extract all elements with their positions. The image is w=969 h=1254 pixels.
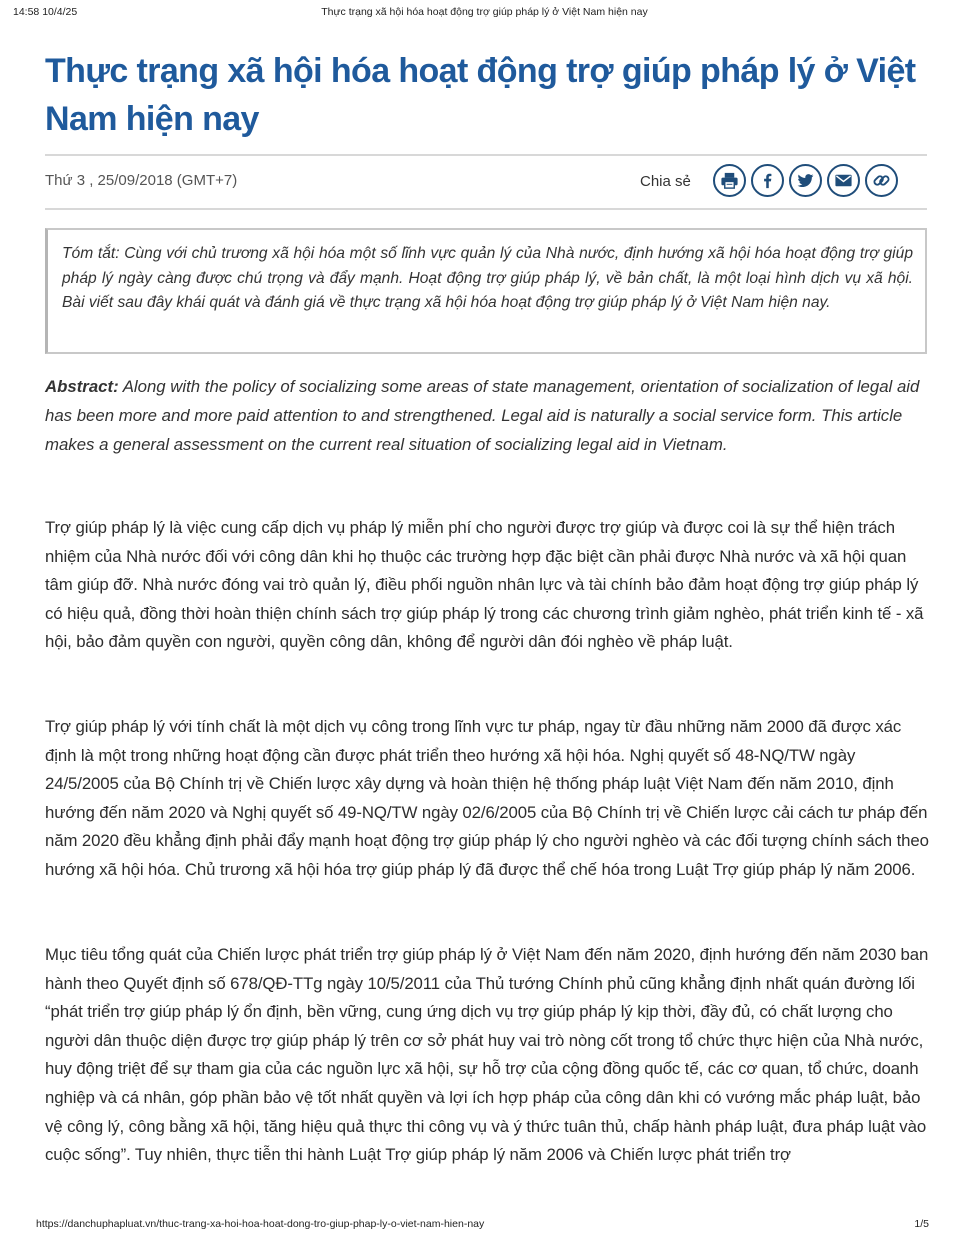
article-abstract (45, 372, 929, 459)
share-label: Chia sẻ (640, 173, 691, 190)
email-icon[interactable] (827, 164, 860, 197)
print-datetime: 14:58 10/4/25 (13, 6, 78, 18)
divider-top (45, 154, 927, 156)
print-page-title: Thực trạng xã hội hóa hoạt động trợ giúp pháp lý ở Việt Nam hiện nay (321, 6, 648, 18)
abstract-label: Abstract: (45, 377, 119, 396)
twitter-icon[interactable] (789, 164, 822, 197)
page-url: https://danchuphapluat.vn/thuc-trang-xa-hoi-hoa-hoat-dong-tro-giup-phap-ly-o-viet-nam-hien-nay (36, 1218, 485, 1230)
body-paragraph-2: Trợ giúp pháp lý với tính chất là một dịch vụ công trong lĩnh vực tư pháp, ngay từ đầu những năm 2000 đã được xác định là một trong những hoạt động cần được phát triển theo hướng xã hội hóa. Nghị quyết số 48-NQ/TW ngày 24/5/2005 của Bộ Chính trị về Chiến lược xây dựng và hoàn thiện hệ thống pháp luật Việt Nam đến năm 2010, định hướng đến năm 2020 và Nghị quyết số 49-NQ/TW ngày 02/6/2005 của Bộ Chính trị về Chiến lược cải cách tư pháp đến năm 2020 đều khẳng định phải đẩy mạnh hoạt động trợ giúp pháp lý cho người nghèo và các đối tượng chính sách theo hướng xã hội hóa. Chủ trương xã hội hóa trợ giúp pháp lý đã được thể chế hóa trong Luật Trợ giúp pháp lý năm 2006. (45, 717, 929, 879)
link-icon[interactable] (865, 164, 898, 197)
divider-bottom (45, 208, 927, 210)
page-number: 1/5 (914, 1218, 929, 1230)
abstract-text: Along with the policy of socializing some areas of state management, orientation of socialization of legal aid has been more and more paid attention to and strengthened. Legal aid is naturally a social service form. This article makes a general assessment on the current real situation of socializing legal aid in Vietnam. (45, 377, 920, 454)
body-paragraph-1: Trợ giúp pháp lý là việc cung cấp dịch vụ pháp lý miễn phí cho người được trợ giúp và được coi là sự thể hiện trách nhiệm của Nhà nước đối với công dân khi họ thuộc các trường hợp đặc biệt cần phải được Nhà nước và xã hội quan tâm giúp đỡ. Nhà nước đóng vai trò quản lý, điều phối nguồn nhân lực và tài chính bảo đảm hoạt động trợ giúp pháp lý có hiệu quả, đồng thời hoàn thiện chính sách trợ giúp pháp lý trong các chương trình giảm nghèo, phát triển kinh tế - xã hội, bảo đảm quyền con người, quyền công dân, không để người dân đói nghèo về pháp luật. (45, 518, 924, 652)
facebook-icon[interactable] (751, 164, 784, 197)
print-footer (0, 1218, 969, 1238)
share-icons (713, 164, 898, 200)
publish-date: Thứ 3 , 25/09/2018 (GMT+7) (45, 172, 238, 189)
article-title: Thực trạng xã hội hóa hoạt động trợ giúp pháp lý ở Việt Nam hiện nay (45, 52, 916, 138)
print-icon[interactable] (713, 164, 746, 197)
print-header (0, 0, 969, 20)
body-paragraph-3: Mục tiêu tổng quát của Chiến lược phát triển trợ giúp pháp lý ở Việt Nam đến năm 2020, định hướng đến năm 2030 ban hành theo Quyết định số 678/QĐ-TTg ngày 10/5/2011 của Thủ tướng Chính phủ cũng khẳng định nhất quán đường lối “phát triển trợ giúp pháp lý ổn định, bền vững, cung ứng dịch vụ trợ giúp pháp lý kịp thời, đầy đủ, có chất lượng cho người dân thuộc diện được trợ giúp pháp lý trên cơ sở phát huy vai trò nòng cốt trong tổ chức thực hiện của Nhà nước, huy động triệt để sự tham gia của các nguồn lực xã hội, sự hỗ trợ của cộng đồng quốc tế, các cơ quan, tổ chức, doanh nghiệp và cá nhân, góp phần bảo vệ tốt nhất quyền và lợi ích hợp pháp của công dân khi có vướng mắc pháp luật, bảo vệ công lý, công bằng xã hội, tăng hiệu quả thực thi công vụ và ý thức tuân thủ, chấp hành pháp luật, đưa pháp luật vào cuộc sống”. Tuy nhiên, thực tiễn thi hành Luật Trợ giúp pháp lý năm 2006 và Chiến lược phát triển trợ (45, 945, 929, 1165)
article-summary: Tóm tắt: Cùng với chủ trương xã hội hóa một số lĩnh vực quản lý của Nhà nước, định hướng xã hội hóa hoạt động trợ giúp pháp lý ngày càng được chú trọng và đẩy mạnh. Hoạt động trợ giúp pháp lý, về bản chất, là một loại hình dịch vụ xã hội. Bài viết sau đây khái quát và đánh giá về thực trạng xã hội hóa hoạt động trợ giúp pháp lý ở Việt Nam hiện nay. (45, 228, 927, 354)
